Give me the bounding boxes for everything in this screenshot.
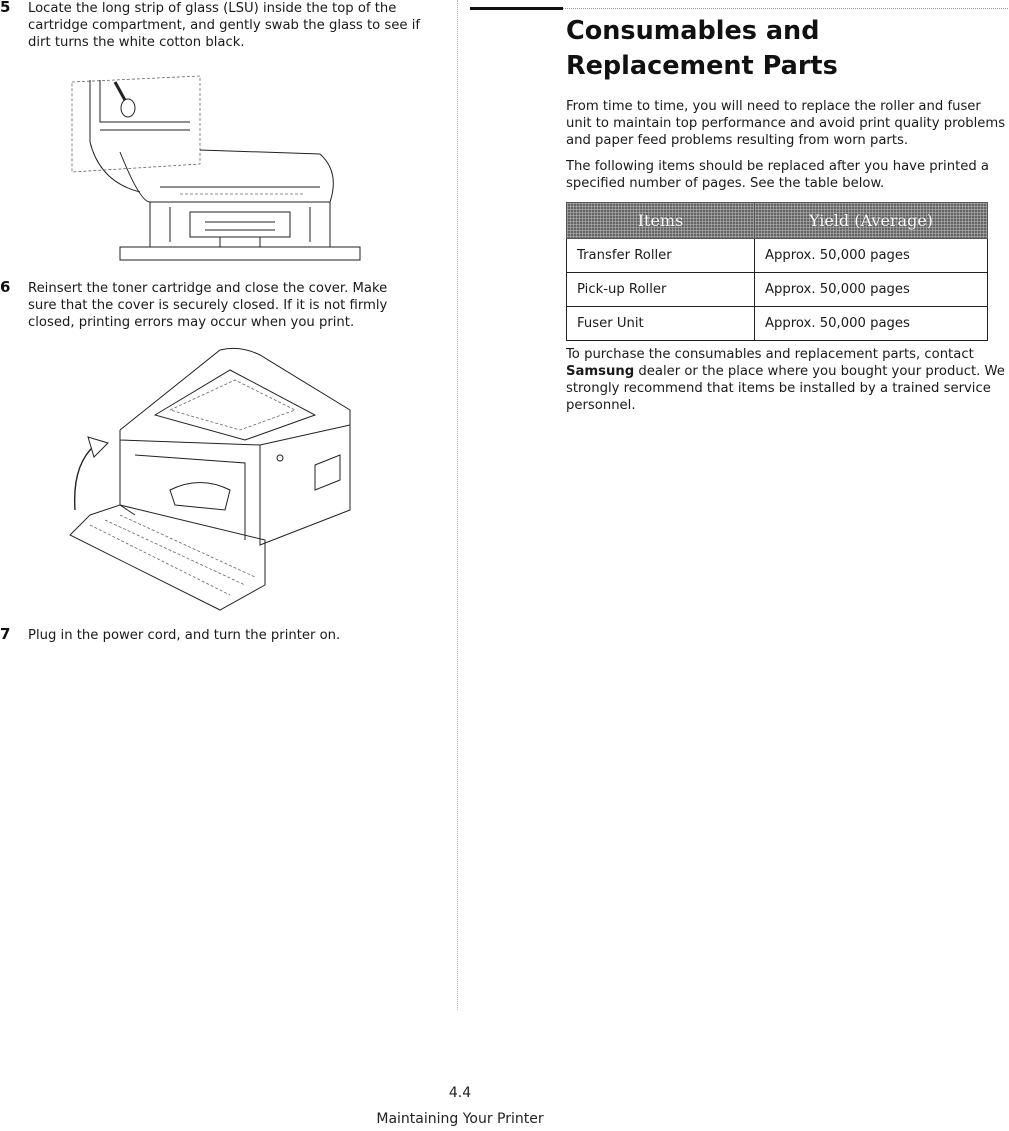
page-number: 4.4 (448, 1085, 472, 1101)
table-cell-item: Fuser Unit (567, 307, 755, 341)
purchase-text-pre: To purchase the consumables and replacement parts, contact (566, 347, 974, 362)
column-divider (457, 0, 458, 1010)
table-header-yield: Yield (Average) (755, 203, 988, 239)
table-cell-item: Pick-up Roller (567, 273, 755, 307)
purchase-paragraph (566, 346, 1006, 414)
table-cell-item: Transfer Roller (567, 239, 755, 273)
step-7-number: 7 (0, 625, 11, 643)
step-5-text: Locate the long strip of glass (LSU) inside the top of the cartridge compartment, and gently swab the glass to see if dirt turns the white cotton black. (28, 1, 421, 50)
intro-paragraph: From time to time, you will need to replace the roller and fuser unit to maintain top performance and avoid print quality problems and paper feed problems resulting from worn parts. (566, 99, 1006, 148)
section-title: Consumables and Replacement Parts (566, 16, 838, 81)
table-row (567, 239, 988, 273)
section-header-rule (470, 6, 1008, 10)
lsu-cleaning-illustration (60, 72, 370, 272)
table-header-items: Items (567, 203, 755, 239)
table-row (567, 307, 988, 341)
step-6-text: Reinsert the toner cartridge and close the cover. Make sure that the cover is securely closed. If it is not firmly closed, printing errors may occur when you print. (28, 281, 388, 330)
step-5-number: 5 (0, 0, 11, 16)
replacement-note-paragraph: The following items should be replaced after you have printed a specified number of pages. See the table below. (566, 159, 990, 191)
purchase-text-post: dealer or the place where you bought your product. We strongly recommend that items be installed by a trained service personnel. (566, 364, 1005, 413)
table-cell-yield: Approx. 50,000 pages (755, 273, 988, 307)
table-cell-yield: Approx. 50,000 pages (755, 239, 988, 273)
step-7-text: Plug in the power cord, and turn the printer on. (28, 628, 341, 643)
consumables-table (566, 202, 988, 341)
table-row (567, 273, 988, 307)
brand-name: Samsung (566, 364, 635, 379)
close-cover-illustration (60, 345, 360, 615)
table-header-row (567, 203, 988, 239)
table-cell-yield: Approx. 50,000 pages (755, 307, 988, 341)
step-6-number: 6 (0, 278, 11, 296)
chapter-title: Maintaining Your Printer (376, 1111, 544, 1127)
